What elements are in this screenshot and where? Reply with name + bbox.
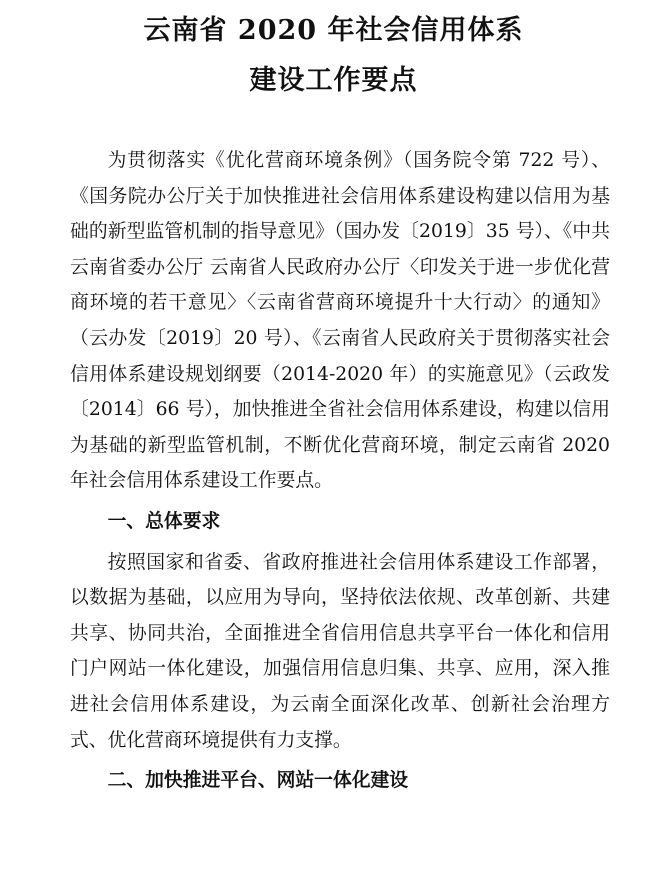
section-1-paragraph: 按照国家和省委、省政府推进社会信用体系建设工作部署，以数据为基础，以应用为导向，坚持依法依规、改革创新、共建共享、协同共治，全面推进全省信用信息共享平台一体化和信用门户网站一体化建设，加强信用信息归集、共享、应用，深入推进社会信用体系建设，为云南全面深化改革、创新社会治理方式、优化营商环境提供有力支撑。 [70,551,610,751]
document-title-line-1: 云南省 2020 年社会信用体系 [143,15,524,46]
section-1-heading: 一、总体要求 [107,510,221,532]
section-2-heading: 二、加快推进平台、网站一体化建设 [107,770,409,792]
intro-paragraph: 为贯彻落实《优化营商环境条例》（国务院令第 722 号）、《国务院办公厅关于加快推进社会信用体系建设构建以信用为基础的新型监管机制的指导意见》（国办发〔2019〕35 号）、《中共云南省委办公厅 云南省人民政府办公厅〈印发关于进一步优化营商环境的若干意见〉〈云南省营商环境提升十大行动〉的通知》（云办发〔2019〕20 号）、《云南省人民政府关于贯彻落实社会信用体系建设规划纲要（2014-2020 年）的实施意见》（云政发〔2014〕66 号），加快推进全省社会信用体系建设，构建以信用为基础的新型监管机制，不断优化营商环境，制定云南省 2020 年社会信用体系建设工作要点。 [70,150,610,492]
document-body [70,143,610,799]
document-title-line-2: 建设工作要点 [249,65,418,96]
